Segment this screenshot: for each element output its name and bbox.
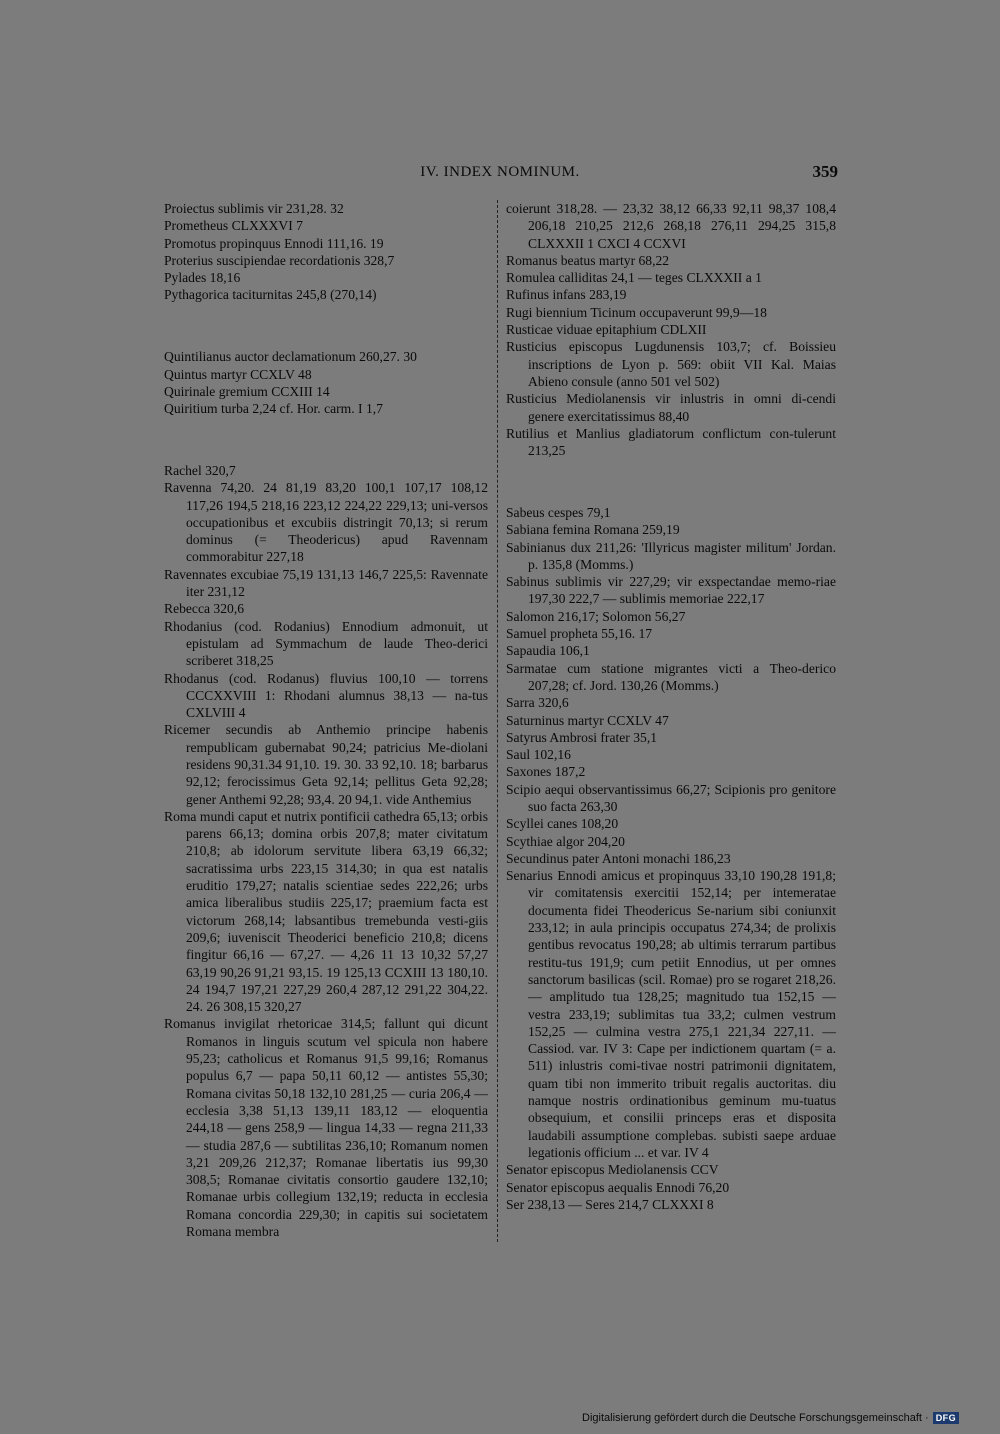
index-entry: Rusticae viduae epitaphium CDLXII bbox=[506, 322, 707, 338]
column-divider bbox=[497, 200, 498, 1242]
index-entry: Rusticius episcopus Lugdunensis 103,7; cf. Boissieu inscriptions de Lyon p. 569: obiit VII Kal. Maias Abieno consule (anno 501 vel 502) bbox=[506, 339, 836, 389]
index-entry: Rachel 320,7 bbox=[164, 462, 236, 478]
index-entry: Saxones 187,2 bbox=[506, 764, 586, 780]
footer-text: Digitalisierung gefördert durch die Deutsche Forschungsgemeinschaft · bbox=[582, 1412, 929, 1424]
section-gap bbox=[164, 431, 488, 448]
page-number: 359 bbox=[812, 162, 838, 181]
index-entry: Sabiana femina Romana 259,19 bbox=[506, 522, 680, 538]
index-entry: Roma mundi caput et nutrix pontificii cathedra 65,13; orbis parens 66,13; domina orbis 207,8; mater civitatum 210,8; ab idolorum servitute libera 63,19 66,32; sacratissima urbs 223,15 314,30; in qua est natalis eruditio 179,27; natalis scientiae sedes 222,26; urbs amica liberalibus studiis 225,17; praemium facta est victorum 268,14; labsantibus tremebunda vesti-giis 209,6; iuveniscit Theoderici beneficio 210,8; dicens fingitur 66,16 — 67,27. — 4,26 11 13 10,32 57,27 63,19 90,26 91,21 93,15. 19 125,13 CCXIII 13 180,10. 24 194,7 197,21 227,29 260,4 287,12 291,22 304,22. 24. 26 308,15 320,27 bbox=[164, 808, 488, 1015]
index-entry: Senator episcopus aequalis Ennodi 76,20 bbox=[506, 1179, 730, 1195]
index-entry: Sarmatae cum statione migrantes victi a Theo-derico 207,28; cf. Jord. 130,26 (Momms.) bbox=[506, 660, 836, 693]
index-entry: Rufinus infans 283,19 bbox=[506, 287, 627, 303]
index-entry: Ravennates excubiae 75,19 131,13 146,7 225,5: Ravennate iter 231,12 bbox=[164, 566, 488, 600]
index-entry: Saturninus martyr CCXLV 47 bbox=[506, 712, 669, 728]
footer bbox=[582, 1412, 959, 1424]
index-entry: Romanus invigilat rhetoricae 314,5; fallunt qui dicunt Romanos in linguis scutum vel spicula non habere 95,23; catholicus et Romanus 91,5 99,16; Romanus populus 6,7 — papa 50,11 60,12 — antistes 55,30; Romana civitas 50,18 132,10 281,25 — curia 206,4 — ecclesia 3,38 51,13 139,11 183,12 — eloquentia 244,18 — gens 258,9 — lingua 14,33 — regna 211,33 — studia 287,6 — subtilitas 236,10; Romanum nomen 3,21 209,26 212,37; Romanae libertatis ius 99,30 308,5; Romanae civitatis consortio gaudere 132,10; Romanae urbis collegium 132,19; reducta in ecclesia Romana concordia 229,30; in capitis sui societatem Romana membra bbox=[164, 1016, 488, 1239]
index-entry: Sabinianus dux 211,26: 'Illyricus magister militum' Jordan. p. 135,8 (Momms.) bbox=[506, 539, 836, 572]
index-entry: Senarius Ennodi amicus et propinquus 33,10 190,28 191,8; vir comitatensis exercitii 152,14; per intemeratae documenta fidei Theodericus Se-narium sibi coniunxit 233,12; in aula principis occupatus 274,34; de prolixis gentibus revocatus 190,28; ab ultimis terrarum partibus restitu-tus 191,9; cum petiit Ennodius, ut per omnes sanctorum basilicas (scil. Romae) pro se rogaret 218,26. — amplitudo tua 128,25; magnitudo tua 152,15 — vestra 233,19; sublimitas tua 33,2; culmen vestrum 152,25 — culmina vestra 275,1 221,34 227,11. — Cassiod. var. IV 3: Cape per indictionem quartam (= a. 511) inlustris comi-tivae nostri patrimonii dignitatem, quam tibi non immerito tribuit regalis auctoritas. diu namque nostris ordinationibus geminum mu-tuatus obsequium, et consilii princeps eras et disposita laudabili assumptione complebas. subisti saepe arduae legationis officium ... et var. IV 4 bbox=[506, 868, 836, 1160]
index-entry: Quiritium turba 2,24 cf. Hor. carm. I 1,7 bbox=[164, 401, 383, 417]
index-entry: Sabeus cespes 79,1 bbox=[506, 504, 611, 520]
page-title: IV. INDEX NOMINUM. bbox=[420, 164, 580, 180]
index-entry: Rutilius et Manlius gladiatorum conflictum con-tulerunt 213,25 bbox=[506, 425, 836, 459]
index-entry: Rusticius Mediolanensis vir inlustris in omni di-cendi genere exercitatissimus 88,40 bbox=[506, 391, 836, 424]
index-entry: Ravenna 74,20. 24 81,19 83,20 100,1 107,17 108,12 117,26 194,5 218,16 223,12 224,22 229,13; uni-versos occupationibus et excubiis distringit 70,13; si rerum dominus (= Theodericus) apud Ravennam commorabitur 227,18 bbox=[164, 480, 488, 565]
index-entry: Promotus propinquus Ennodi 111,16. 19 bbox=[164, 235, 384, 251]
index-entry: Prometheus CLXXXVI 7 bbox=[164, 218, 303, 234]
index-entry: Pythagorica taciturnitas 245,8 (270,14) bbox=[164, 287, 377, 303]
index-entry: Secundinus pater Antoni monachi 186,23 bbox=[506, 850, 731, 866]
index-entry: Proiectus sublimis vir 231,28. 32 bbox=[164, 201, 344, 216]
index-entry: Saul 102,16 bbox=[506, 747, 571, 763]
index-entry: Ricemer secundis ab Anthemio principe habenis rempublicam gubernabat 90,24; patricius Me-diolani residens 90,31.34 91,10. 19. 30. 33 92,10. 18; barbarus 92,12; ferocissimus Geta 92,14; pellitus Geta 92,28; gener Anthemi 92,28; 93,4. 20 94,1. vide Anthemius bbox=[164, 722, 488, 807]
left-column bbox=[164, 200, 488, 1240]
index-entry: Satyrus Ambrosi frater 35,1 bbox=[506, 729, 658, 745]
page-header bbox=[162, 164, 838, 188]
dfg-logo: DFG bbox=[933, 1412, 960, 1424]
index-entry: Senator episcopus Mediolanensis CCV bbox=[506, 1162, 719, 1178]
index-entry: Samuel propheta 55,16. 17 bbox=[506, 626, 653, 642]
index-entry: Sabinus sublimis vir 227,29; vir exspectandae memo-riae 197,30 222,7 — sublimis memoriae 222,17 bbox=[506, 574, 836, 607]
index-entry: Quintilianus auctor declamationum 260,27. 30 bbox=[164, 349, 417, 365]
section-gap bbox=[506, 473, 836, 490]
index-entry: Rhodanius (cod. Rodanius) Ennodium admonuit, ut epistulam ad Symmachum de laude Theo-derici scriberet 318,25 bbox=[164, 618, 488, 669]
section-gap bbox=[164, 317, 488, 334]
index-entry: Rhodanus (cod. Rodanus) fluvius 100,10 — torrens CCCXXVIII 1: Rhodani alumnus 38,13 — na-tus CXLVIII 4 bbox=[164, 670, 488, 721]
index-entry: Scipio aequi observantissimus 66,27; Scipionis pro genitore suo facta 263,30 bbox=[506, 781, 836, 814]
index-entry: Salomon 216,17; Solomon 56,27 bbox=[506, 608, 686, 624]
index-entry: Scyllei canes 108,20 bbox=[506, 816, 619, 832]
index-entry: Scythiae algor 204,20 bbox=[506, 833, 625, 849]
index-entry: Sarra 320,6 bbox=[506, 695, 569, 711]
index-entry: Proterius suscipiendae recordationis 328,7 bbox=[164, 252, 395, 268]
index-entry: Sapaudia 106,1 bbox=[506, 643, 590, 659]
index-entry: Rugi biennium Ticinum occupaverunt 99,9—18 bbox=[506, 304, 767, 320]
index-entry: coierunt 318,28. — 23,32 38,12 66,33 92,11 98,37 108,4 206,18 210,25 212,6 268,18 276,11 294,25 315,8 CLXXXII 1 CXCI 4 CCXVI bbox=[506, 201, 836, 251]
index-entry: Pylades 18,16 bbox=[164, 270, 241, 286]
right-column bbox=[506, 200, 836, 1213]
index-entry: Ser 238,13 — Seres 214,7 CLXXXI 8 bbox=[506, 1196, 714, 1212]
index-entry: Romulea calliditas 24,1 — teges CLXXXII a 1 bbox=[506, 270, 762, 286]
index-entry: Romanus beatus martyr 68,22 bbox=[506, 252, 670, 268]
index-entry: Quintus martyr CCXLV 48 bbox=[164, 366, 312, 382]
index-entry: Rebecca 320,6 bbox=[164, 601, 245, 617]
index-entry: Quirinale gremium CCXIII 14 bbox=[164, 383, 330, 399]
